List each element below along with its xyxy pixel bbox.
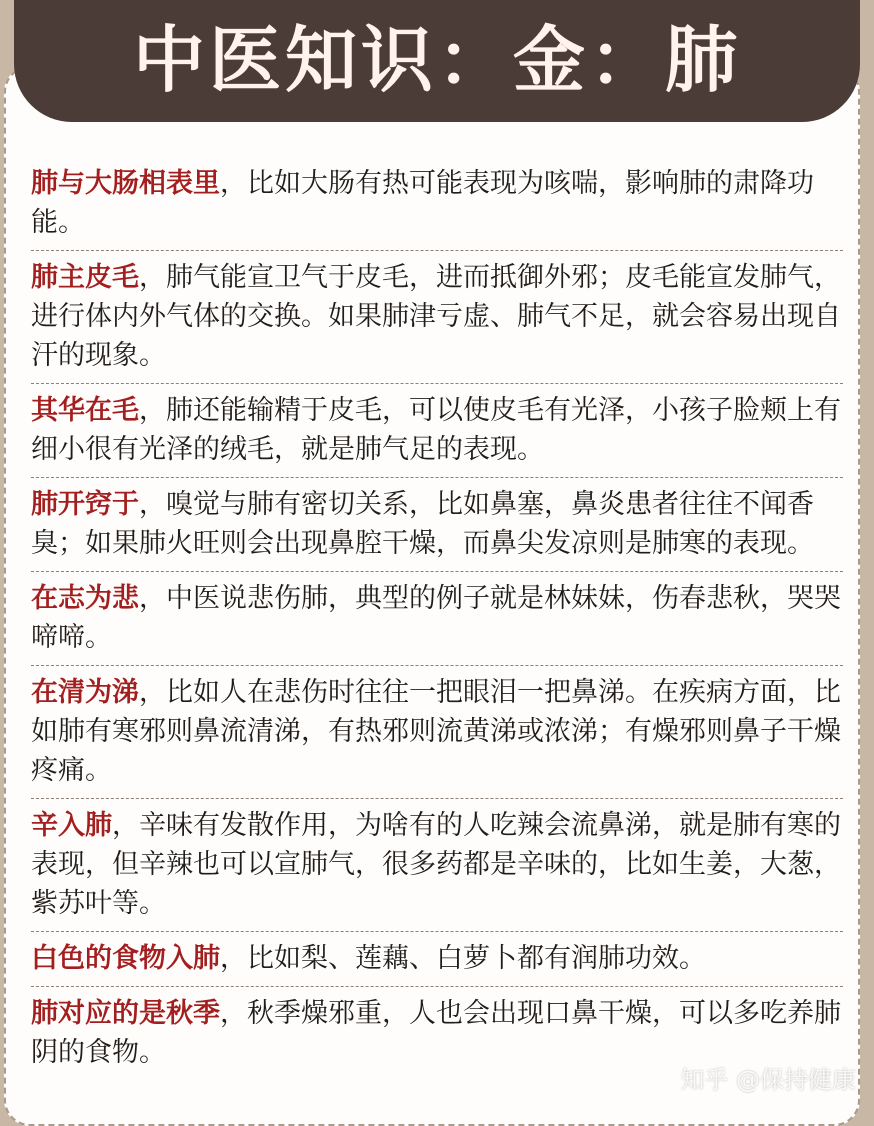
entry-term: 白色的食物入肺 bbox=[31, 943, 220, 974]
list-item bbox=[31, 160, 843, 251]
entry-term: 肺开窍于 bbox=[31, 489, 139, 520]
watermark: 知乎 @保持健康 bbox=[680, 1066, 856, 1094]
list-item bbox=[31, 478, 843, 572]
list-item bbox=[31, 799, 843, 932]
list-item bbox=[31, 384, 843, 478]
entry-text: ，比如人在悲伤时往往一把眼泪一把鼻涕。在疾病方面，比如肺有寒邪则鼻流清涕，有热邪则流黄涕或浓涕；有燥邪则鼻子干燥疼痛。 bbox=[31, 677, 841, 786]
entry-text: ，肺还能输精于皮毛，可以使皮毛有光泽，小孩子脸颊上有细小很有光泽的绒毛，就是肺气足的表现。 bbox=[31, 395, 841, 465]
entry-text: ，肺气能宣卫气于皮毛，进而抵御外邪；皮毛能宣发肺气，进行体内外气体的交换。如果肺津亏虚、肺气不足，就会容易出现自汗的现象。 bbox=[31, 262, 841, 371]
entry-list bbox=[31, 160, 843, 1080]
entry-text: ，辛味有发散作用，为啥有的人吃辣会流鼻涕，就是肺有寒的表现，但辛辣也可以宣肺气，很多药都是辛味的，比如生姜，大葱，紫苏叶等。 bbox=[31, 810, 841, 919]
page-title: 中医知识：金：肺 bbox=[132, 18, 741, 102]
list-item bbox=[31, 666, 843, 799]
list-item bbox=[31, 251, 843, 384]
entry-text: ，中医说悲伤肺，典型的例子就是林妹妹，伤春悲秋，哭哭啼啼。 bbox=[31, 583, 841, 653]
entry-term: 肺对应的是秋季 bbox=[31, 998, 220, 1029]
entry-term: 肺与大肠相表里 bbox=[31, 168, 220, 199]
entry-text: ，比如梨、莲藕、白萝卜都有润肺功效。 bbox=[220, 943, 706, 974]
entry-term: 辛入肺 bbox=[31, 810, 112, 841]
entry-text: ，秋季燥邪重，人也会出现口鼻干燥，可以多吃养肺阴的食物。 bbox=[31, 998, 841, 1068]
list-item bbox=[31, 932, 843, 987]
entry-term: 在志为悲 bbox=[31, 583, 139, 614]
entry-text: ，比如大肠有热可能表现为咳喘，影响肺的肃降功能。 bbox=[31, 168, 814, 238]
entry-term: 肺主皮毛 bbox=[31, 262, 139, 293]
list-item bbox=[31, 572, 843, 666]
entry-term: 在清为涕 bbox=[31, 677, 139, 708]
entry-text: ，嗅觉与肺有密切关系，比如鼻塞，鼻炎患者往往不闻香臭；如果肺火旺则会出现鼻腔干燥，而鼻尖发凉则是肺寒的表现。 bbox=[31, 489, 814, 559]
entry-term: 其华在毛 bbox=[31, 395, 139, 426]
title-banner bbox=[14, 0, 860, 122]
